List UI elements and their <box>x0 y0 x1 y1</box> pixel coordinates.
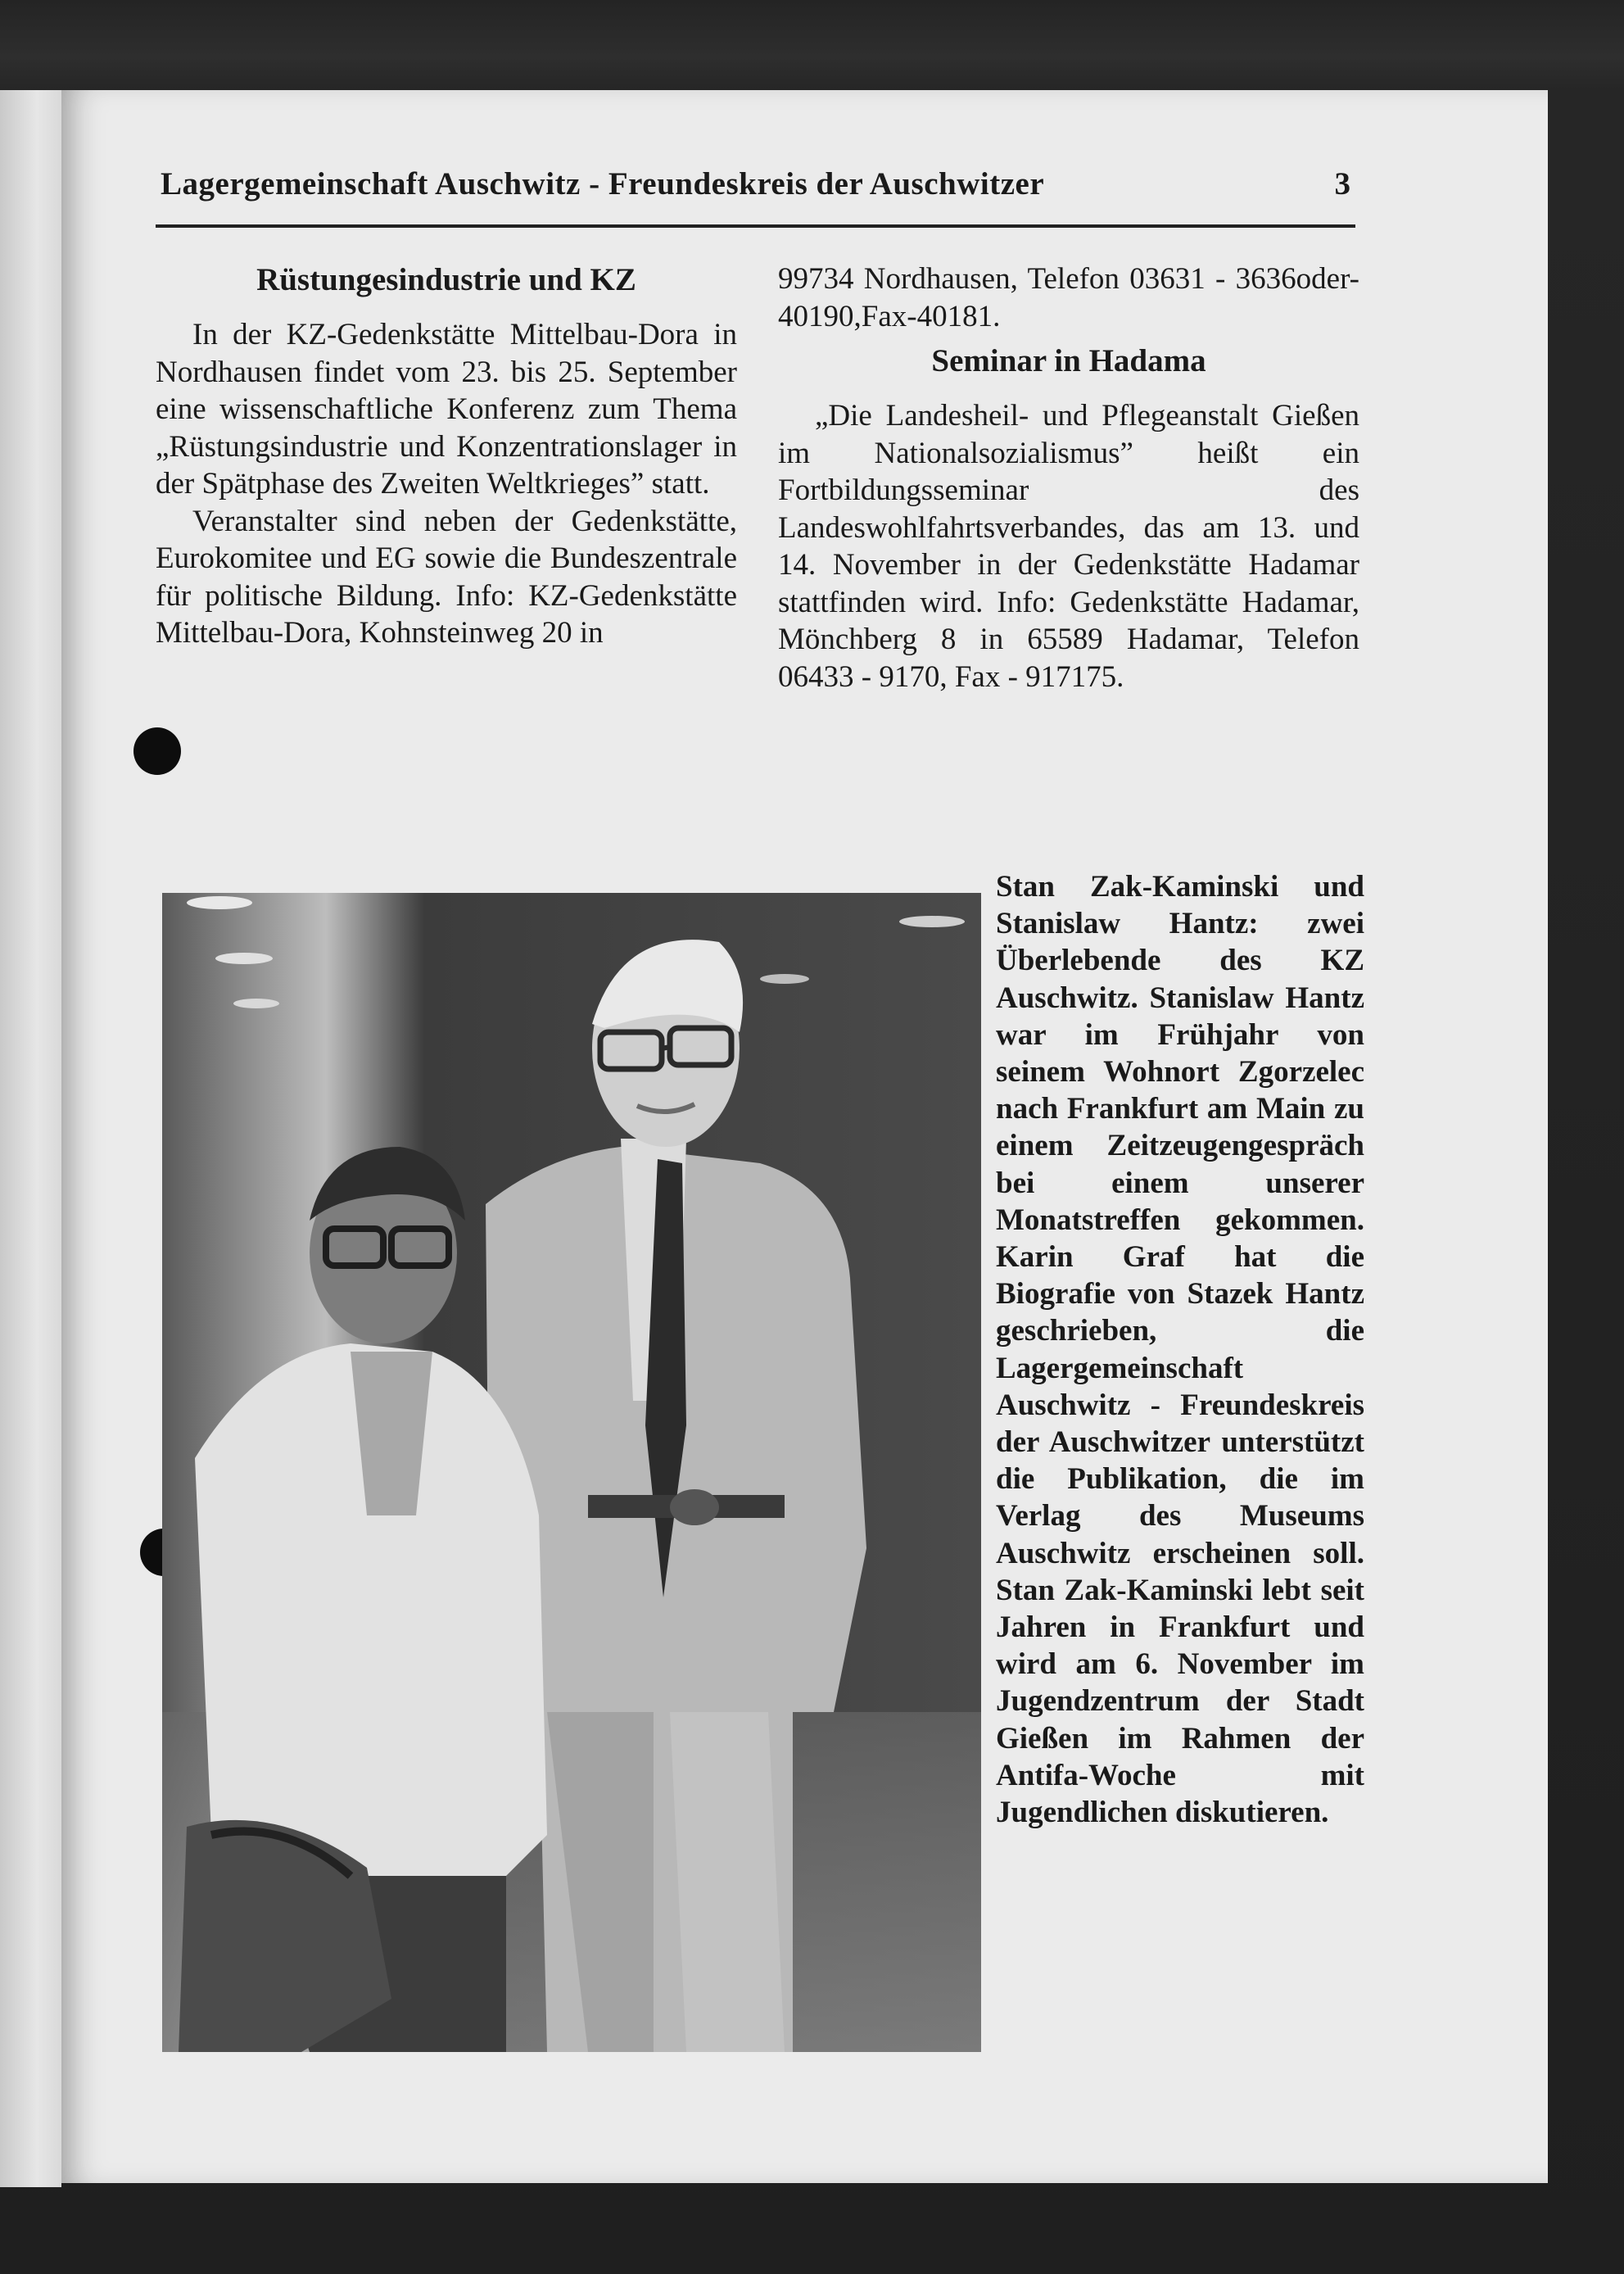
article-heading-hadamar: Seminar in Hadama <box>931 343 1206 378</box>
page-header <box>156 165 1355 228</box>
punch-hole-top <box>133 727 181 775</box>
article-paragraph: „Die Landesheil- und Pflegeanstalt Gießen im Nationalsozialismus” heißt ein Fortbildungsseminar des Landeswohlfahrtsverbandes, das am 13. und 14. November in der Gedenkstätte Hadamar stattfinden wird. Info: Gedenkstätte Hadamar, Mönchberg 8 in 65589 Hadamar, Telefon 06433 - 9170, Fax - 917175. <box>778 399 1359 694</box>
right-column <box>778 260 1359 695</box>
page-number: 3 <box>1334 166 1350 202</box>
article-paragraph: Veranstalter sind neben der Gedenkstätte, Eurokomitee und EG sowie die Bundeszentrale für politische Bildung. Info: KZ-Gedenkstätte Mittelbau-Dora, Kohnsteinweg 20 in <box>156 504 737 650</box>
photo-two-survivors <box>162 893 981 2052</box>
article-continuation: 99734 Nordhausen, Telefon 03631 - 3636oder-40190,Fax-40181. <box>778 262 1359 333</box>
article-paragraph: In der KZ-Gedenkstätte Mittelbau-Dora in Nordhausen findet vom 23. bis 25. September eine wissenschaftliche Konferenz zum Thema „Rüstungsindustrie und Konzentrationslager in der Spätphase des Zweiten Weltkrieges” statt. <box>156 318 737 501</box>
left-page-edge <box>0 90 61 2187</box>
photo-caption: Stan Zak-Kaminski und Stanislaw Hantz: zwei Überlebende des KZ Auschwitz. Stanislaw Hantz war im Frühjahr von seinem Wohnort Zgorzelec nach Frankfurt am Main zu einem Zeitzeugengespräch bei einem unserer Monatstreffen gekommen. Karin Graf hat die Biografie von Stazek Hantz geschrieben, die Lagergemeinschaft Auschwitz - Freundeskreis der Auschwitzer unterstützt die Publikation, die im Verlag des Museums Auschwitz erscheinen soll. Stan Zak-Kaminski lebt seit Jahren in Frankfurt und wird am 6. November im Jugendzentrum der Stadt Gießen im Rahmen der Antifa-Woche mit Jugendlichen diskutieren. <box>996 870 1364 1830</box>
article-heading-ruestung: Rüstungesindustrie und KZ <box>256 262 636 297</box>
left-column <box>156 260 737 652</box>
header-title: Lagergemeinschaft Auschwitz - Freundeskreis der Auschwitzer <box>161 166 1045 202</box>
